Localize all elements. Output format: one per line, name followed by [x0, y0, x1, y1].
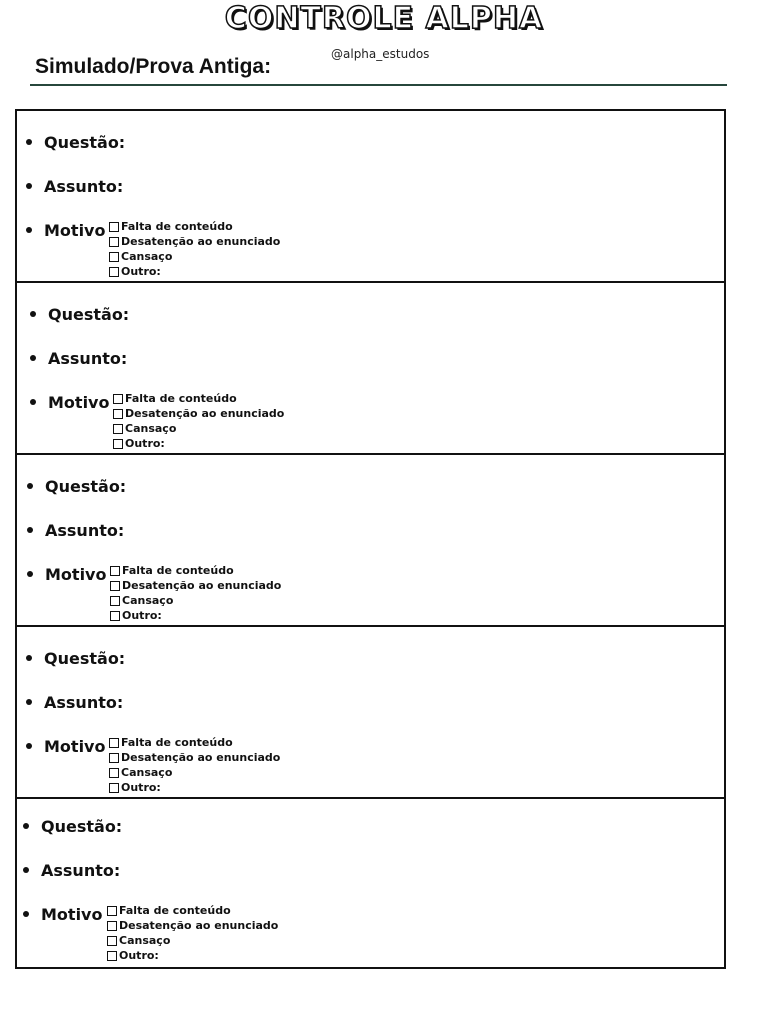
option-label: Outro: [121, 781, 161, 794]
option-inattention[interactable] [107, 918, 278, 933]
option-tiredness[interactable] [113, 421, 284, 436]
option-tiredness[interactable] [107, 933, 278, 948]
bullet-icon [26, 743, 32, 749]
checkbox-icon[interactable] [109, 252, 119, 262]
checkbox-icon[interactable] [113, 439, 123, 449]
reason-label: Motivo [44, 737, 106, 756]
bullet-icon [27, 527, 33, 533]
option-label: Falta de conteúdo [122, 564, 234, 577]
option-other[interactable] [113, 436, 284, 451]
checkbox-icon[interactable] [107, 951, 117, 961]
bullet-icon [23, 911, 29, 917]
bullet-icon [30, 311, 36, 317]
reason-field [27, 565, 106, 585]
option-label: Desatenção ao enunciado [121, 235, 281, 248]
question-label: Questão: [48, 305, 130, 324]
error-log-form [15, 109, 726, 969]
bullet-icon [30, 355, 36, 361]
reason-options [113, 391, 284, 451]
subject-label: Assunto: [44, 693, 124, 712]
option-inattention[interactable] [109, 234, 280, 249]
subject-label: Assunto: [44, 177, 124, 196]
bullet-icon [26, 183, 32, 189]
checkbox-icon[interactable] [113, 424, 123, 434]
question-label: Questão: [41, 817, 123, 836]
checkbox-icon[interactable] [107, 936, 117, 946]
question-field[interactable] [26, 649, 125, 669]
subject-field[interactable] [27, 521, 124, 541]
bullet-icon [23, 823, 29, 829]
author-handle: @alpha_estudos [331, 47, 430, 61]
bullet-icon [30, 399, 36, 405]
question-label: Questão: [45, 477, 127, 496]
checkbox-icon[interactable] [109, 222, 119, 232]
bullet-icon [26, 655, 32, 661]
option-tiredness[interactable] [109, 765, 280, 780]
subject-field[interactable] [23, 861, 120, 881]
reason-label: Motivo [44, 221, 106, 240]
option-tiredness[interactable] [110, 593, 281, 608]
checkbox-icon[interactable] [107, 921, 117, 931]
checkbox-icon[interactable] [110, 581, 120, 591]
option-inattention[interactable] [113, 406, 284, 421]
bullet-icon [26, 699, 32, 705]
option-tiredness[interactable] [109, 249, 280, 264]
bullet-icon [26, 227, 32, 233]
reason-field [30, 393, 109, 413]
option-label: Falta de conteúdo [119, 904, 231, 917]
question-field[interactable] [26, 133, 125, 153]
reason-options [109, 219, 280, 279]
option-other[interactable] [109, 780, 280, 795]
option-label: Outro: [121, 265, 161, 278]
question-label: Questão: [44, 649, 126, 668]
checkbox-icon[interactable] [110, 596, 120, 606]
reason-field [26, 221, 105, 241]
subject-field[interactable] [26, 693, 123, 713]
subject-field[interactable] [30, 349, 127, 369]
error-entry-block [17, 111, 724, 283]
option-missing-content[interactable] [109, 219, 280, 234]
checkbox-icon[interactable] [109, 267, 119, 277]
bullet-icon [27, 483, 33, 489]
subject-label: Assunto: [41, 861, 121, 880]
reason-options [109, 735, 280, 795]
option-label: Outro: [125, 437, 165, 450]
question-field[interactable] [23, 817, 122, 837]
option-other[interactable] [110, 608, 281, 623]
exam-label: Simulado/Prova Antiga: [35, 55, 272, 78]
question-field[interactable] [30, 305, 129, 325]
reason-options [110, 563, 281, 623]
reason-label: Motivo [48, 393, 110, 412]
header-divider [30, 84, 727, 86]
option-label: Desatenção ao enunciado [121, 751, 281, 764]
option-label: Outro: [119, 949, 159, 962]
bullet-icon [26, 139, 32, 145]
option-label: Cansaço [125, 422, 177, 435]
option-label: Cansaço [119, 934, 171, 947]
checkbox-icon[interactable] [109, 768, 119, 778]
checkbox-icon[interactable] [109, 237, 119, 247]
option-inattention[interactable] [109, 750, 280, 765]
option-label: Desatenção ao enunciado [125, 407, 285, 420]
option-inattention[interactable] [110, 578, 281, 593]
checkbox-icon[interactable] [110, 566, 120, 576]
option-label: Desatenção ao enunciado [119, 919, 279, 932]
checkbox-icon[interactable] [109, 738, 119, 748]
option-label: Desatenção ao enunciado [122, 579, 282, 592]
reason-options [107, 903, 278, 963]
option-label: Falta de conteúdo [125, 392, 237, 405]
bullet-icon [23, 867, 29, 873]
subject-field[interactable] [26, 177, 123, 197]
checkbox-icon[interactable] [109, 783, 119, 793]
option-missing-content[interactable] [110, 563, 281, 578]
page-title: CONTROLE ALPHA [224, 1, 544, 36]
checkbox-icon[interactable] [109, 753, 119, 763]
checkbox-icon[interactable] [113, 409, 123, 419]
error-entry-block [17, 627, 724, 799]
option-label: Cansaço [122, 594, 174, 607]
error-entry-block [17, 455, 724, 627]
question-field[interactable] [27, 477, 126, 497]
checkbox-icon[interactable] [110, 611, 120, 621]
subject-label: Assunto: [45, 521, 125, 540]
option-missing-content[interactable] [113, 391, 284, 406]
error-entry-block [17, 283, 724, 455]
bullet-icon [27, 571, 33, 577]
option-missing-content[interactable] [109, 735, 280, 750]
reason-field [26, 737, 105, 757]
option-label: Falta de conteúdo [121, 736, 233, 749]
checkbox-icon[interactable] [113, 394, 123, 404]
question-label: Questão: [44, 133, 126, 152]
error-entry-block [17, 799, 724, 967]
option-label: Cansaço [121, 766, 173, 779]
option-label: Cansaço [121, 250, 173, 263]
reason-label: Motivo [45, 565, 107, 584]
checkbox-icon[interactable] [107, 906, 117, 916]
reason-label: Motivo [41, 905, 103, 924]
option-label: Falta de conteúdo [121, 220, 233, 233]
option-other[interactable] [107, 948, 278, 963]
subject-label: Assunto: [48, 349, 128, 368]
reason-field [23, 905, 102, 925]
option-missing-content[interactable] [107, 903, 278, 918]
option-other[interactable] [109, 264, 280, 279]
option-label: Outro: [122, 609, 162, 622]
